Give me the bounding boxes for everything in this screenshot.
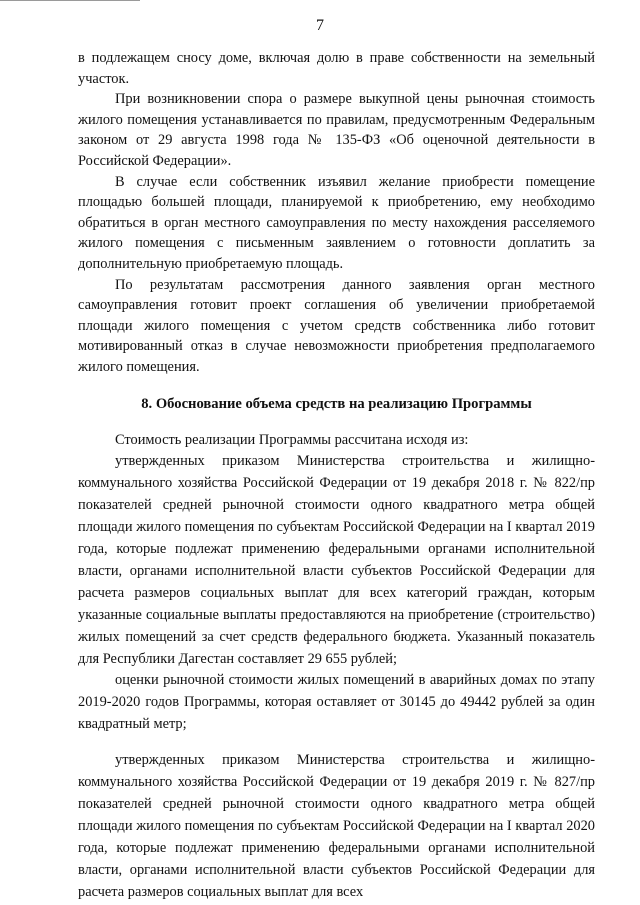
paragraph-continuation: в подлежащем сносу доме, включая долю в праве собственности на земельный участок. [78,50,595,87]
paragraph-order-2019: утвержденных приказом Министерства строительства и жилищно-коммунального хозяйства Российской Федерации от 19 декабря 2019 г. № 827/пр показателей средней рыночной стоимости одного квадратного метра общей площади жилого помещения по субъектам Российской Федерации на I квартал 2020 года, которые подлежат применению федеральными органами исполнительной власти, органами исполнительной власти субъектов Российской Федерации для расчета размеров социальных выплат для всех [78,752,595,900]
page-number: 7 [316,17,324,34]
paragraph-order-2018: утвержденных приказом Министерства строительства и жилищно-коммунального хозяйства Российской Федерации от 19 декабря 2018 г. № 822/пр показателей средней рыночной стоимости одного квадратного метра общей площади жилого помещения по субъектам Российской Федерации на I квартал 2019 года, которые подлежат применению федеральными органами исполнительной власти, органами исполнительной власти субъектов Российской Федерации для расчета размеров социальных выплат для всех категорий граждан, которым указанные социальные выплаты предоставляются на приобретение (строительство) жилых помещений за счет средств федерального бюджета. Указанный показатель для Республики Дагестан составляет 29 655 рублей; [78,453,595,667]
paragraph-larger-area: В случае если собственник изъявил желание приобрести помещение площадью большей площади, планируемой к приобретению, ему необходимо обратиться в орган местного самоуправления по месту нахождения расселяемого жилого помещения с письменным заявлением о готовности доплатить за дополнительную приобретаемую площадь. [78,173,595,272]
paragraph-dispute-price: При возникновении спора о размере выкупной цены рыночная стоимость жилого помещения устанавливается по правилам, предусмотренным Федеральным законом от 29 августа 1998 года № 135-ФЗ «Об оценочной деятельности в Российской Федерации». [78,91,595,169]
section-title: 8. Обоснование объема средств на реализацию Программы [141,395,532,412]
paragraph-market-valuation: оценки рыночной стоимости жилых помещений в аварийных домах по этапу 2019-2020 годов Программы, которая оставляет от 30145 до 49442 рублей за один квадратный метр; [78,672,595,733]
section-body [78,430,595,904]
paragraph-cost-basis: Стоимость реализации Программы рассчитана исходя из: [115,431,469,448]
scan-edge-line [0,0,140,1]
paragraph-review-result: По результатам рассмотрения данного заявления орган местного самоуправления готовит проект соглашения об увеличении приобретаемой площади жилого помещения с учетом средств собственника либо готовит мотивированный отказ в случае невозможности приобретения предполагаемого жилого помещения. [78,276,595,375]
document-body [78,48,595,904]
